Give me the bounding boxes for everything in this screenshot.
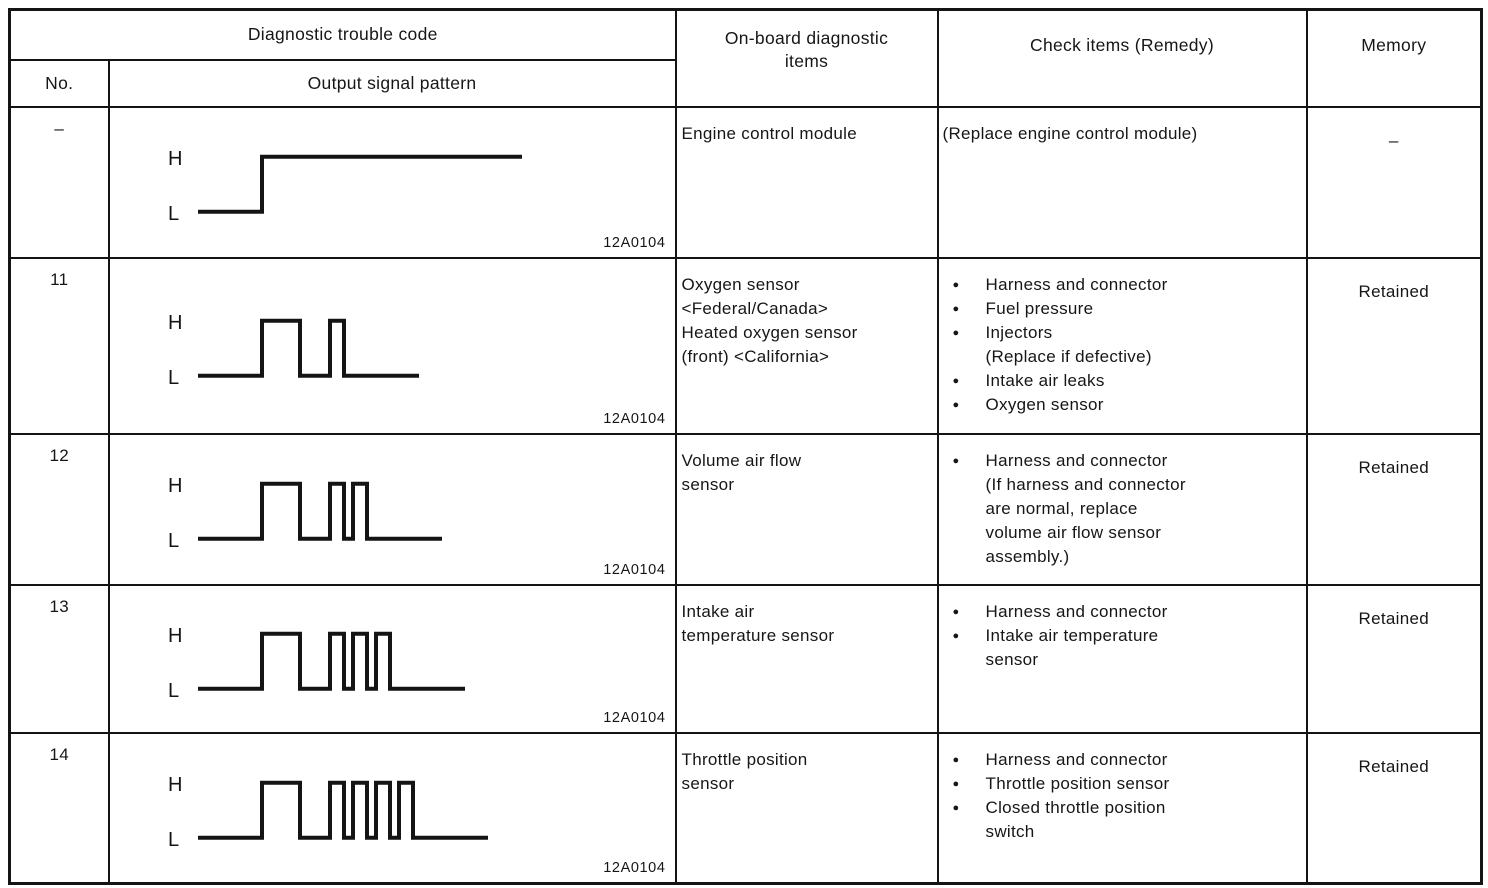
- onboard-item-line: Oxygen sensor: [681, 274, 800, 294]
- check-item-line: [939, 321, 1306, 345]
- onboard-item-line: sensor: [681, 474, 735, 494]
- onboard-items-cell: [676, 585, 938, 733]
- memory-cell: Retained: [1307, 585, 1482, 733]
- signal-pattern-cell: [109, 107, 676, 258]
- check-item-line: [939, 600, 1306, 624]
- check-item-line: [939, 545, 1306, 569]
- waveform-high-label: H: [167, 773, 183, 796]
- bullet-icon: ●: [952, 454, 960, 467]
- bullet-spacer: [939, 648, 986, 672]
- check-item-line: [939, 497, 1306, 521]
- check-item-text: (Replace engine control module): [942, 123, 1198, 143]
- signal-pattern-cell: [109, 258, 676, 434]
- dtc-number-cell: 14: [10, 733, 109, 884]
- onboard-items-cell: [676, 258, 938, 434]
- signal-waveform: [134, 588, 654, 718]
- header-onboard-line1: On-board diagnostic: [724, 28, 889, 48]
- dtc-number-cell: 13: [10, 585, 109, 733]
- signal-pattern-cell: [109, 434, 676, 585]
- check-item-text: Harness and connector: [985, 601, 1168, 621]
- onboard-item-line: Engine control module: [681, 123, 857, 143]
- bullet-spacer: [939, 545, 986, 569]
- header-check-items: Check items (Remedy): [938, 10, 1307, 107]
- bullet-icon: ●: [952, 374, 960, 387]
- header-onboard-line2: items: [784, 51, 829, 71]
- table-row: [10, 107, 1482, 258]
- check-item-line: [939, 345, 1306, 369]
- signal-pattern-cell: [109, 733, 676, 884]
- onboard-items-cell: [676, 434, 938, 585]
- check-items-cell: [938, 107, 1307, 258]
- check-item-text: Throttle position sensor: [985, 773, 1170, 793]
- waveform-low-label: L: [167, 366, 179, 389]
- onboard-item-line: sensor: [681, 773, 735, 793]
- check-item-text: Fuel pressure: [985, 298, 1094, 318]
- onboard-item-line: temperature sensor: [681, 625, 835, 645]
- bullet-spacer: [939, 820, 986, 844]
- check-item-text: (Replace if defective): [985, 346, 1152, 366]
- check-item-text: Injectors: [985, 322, 1053, 342]
- bullet-icon: ●: [952, 801, 960, 814]
- onboard-item-line: <Federal/Canada>: [681, 298, 829, 318]
- check-item-line: [939, 393, 1306, 417]
- bullet-icon: ●: [952, 605, 960, 618]
- check-items-cell: [938, 434, 1307, 585]
- waveform-high-label: H: [167, 147, 183, 170]
- bullet-spacer: [939, 345, 986, 369]
- bullet-icon: ●: [952, 777, 960, 790]
- figure-code: 12A0104: [603, 234, 666, 251]
- table-row: [10, 733, 1482, 884]
- waveform-high-label: H: [167, 474, 183, 497]
- table-row: [10, 434, 1482, 585]
- dtc-number-cell: 12: [10, 434, 109, 585]
- onboard-item-line: Intake air: [681, 601, 755, 621]
- waveform-low-label: L: [167, 202, 179, 225]
- table-row: [10, 258, 1482, 434]
- waveform-line: [198, 157, 522, 212]
- figure-code: 12A0104: [603, 561, 666, 578]
- check-item-text: assembly.): [985, 546, 1070, 566]
- onboard-item-line: Heated oxygen sensor: [681, 322, 858, 342]
- check-item-line: [939, 122, 1306, 146]
- header-diagnostic-trouble-code: Diagnostic trouble code: [10, 10, 676, 60]
- waveform-low-label: L: [167, 529, 179, 552]
- check-item-line: [939, 473, 1306, 497]
- header-output-signal-pattern: Output signal pattern: [109, 60, 676, 107]
- figure-code: 12A0104: [603, 860, 666, 876]
- bullet-icon: ●: [952, 398, 960, 411]
- check-item-line: [939, 772, 1306, 796]
- check-items-cell: [938, 585, 1307, 733]
- check-item-text: (If harness and connector: [985, 474, 1186, 494]
- signal-pattern-cell: [109, 585, 676, 733]
- check-item-text: sensor: [985, 649, 1039, 669]
- check-item-text: Intake air temperature: [985, 625, 1159, 645]
- bullet-spacer: [939, 497, 986, 521]
- waveform-high-label: H: [167, 311, 183, 334]
- check-item-line: [939, 369, 1306, 393]
- figure-code: 12A0104: [603, 410, 666, 427]
- header-no: No.: [10, 60, 109, 107]
- check-item-line: [939, 297, 1306, 321]
- waveform-low-label: L: [167, 828, 179, 851]
- waveform-low-label: L: [167, 679, 179, 702]
- bullet-icon: ●: [952, 753, 960, 766]
- waveform-high-label: H: [167, 624, 183, 647]
- check-item-text: are normal, replace: [985, 498, 1138, 518]
- memory-cell: Retained: [1307, 733, 1482, 884]
- memory-cell: Retained: [1307, 434, 1482, 585]
- figure-code: 12A0104: [603, 709, 666, 726]
- check-item-line: [939, 449, 1306, 473]
- check-item-text: switch: [985, 821, 1035, 841]
- check-items-cell: [938, 733, 1307, 884]
- bullet-icon: ●: [952, 629, 960, 642]
- check-item-text: Harness and connector: [985, 749, 1168, 769]
- check-item-text: Closed throttle position: [985, 797, 1166, 817]
- signal-waveform: [134, 112, 654, 242]
- bullet-icon: ●: [952, 278, 960, 291]
- check-item-text: Intake air leaks: [985, 370, 1105, 390]
- table-row: [10, 585, 1482, 733]
- signal-waveform: [134, 275, 654, 405]
- check-item-text: Harness and connector: [985, 274, 1168, 294]
- bullet-icon: ●: [952, 326, 960, 339]
- memory-cell: –: [1307, 107, 1482, 258]
- waveform-line: [198, 783, 488, 838]
- waveform-line: [198, 320, 419, 375]
- check-item-line: [939, 273, 1306, 297]
- bullet-icon: ●: [952, 302, 960, 315]
- check-item-line: [939, 624, 1306, 648]
- check-items-cell: [938, 258, 1307, 434]
- check-item-text: Harness and connector: [985, 450, 1168, 470]
- header-onboard-diagnostic-items: [676, 10, 938, 107]
- memory-cell: Retained: [1307, 258, 1482, 434]
- signal-waveform: [134, 439, 654, 569]
- check-item-text: Oxygen sensor: [985, 394, 1104, 414]
- onboard-item-line: Throttle position: [681, 749, 808, 769]
- waveform-line: [198, 484, 442, 539]
- bullet-spacer: [939, 473, 986, 497]
- header-memory: Memory: [1307, 10, 1482, 107]
- dtc-number-cell: –: [10, 107, 109, 258]
- onboard-item-line: (front) <California>: [681, 346, 830, 366]
- check-item-line: [939, 820, 1306, 844]
- dtc-number-cell: 11: [10, 258, 109, 434]
- onboard-items-cell: [676, 733, 938, 884]
- check-item-line: [939, 796, 1306, 820]
- diagnostic-trouble-code-table: [8, 8, 1483, 885]
- signal-waveform: [134, 738, 654, 868]
- check-item-line: [939, 748, 1306, 772]
- onboard-item-line: Volume air flow: [681, 450, 802, 470]
- check-item-line: [939, 648, 1306, 672]
- header-row-1: [10, 10, 1482, 60]
- onboard-items-cell: [676, 107, 938, 258]
- check-item-text: volume air flow sensor: [985, 522, 1162, 542]
- waveform-line: [198, 633, 465, 688]
- check-item-line: [939, 521, 1306, 545]
- bullet-spacer: [939, 521, 986, 545]
